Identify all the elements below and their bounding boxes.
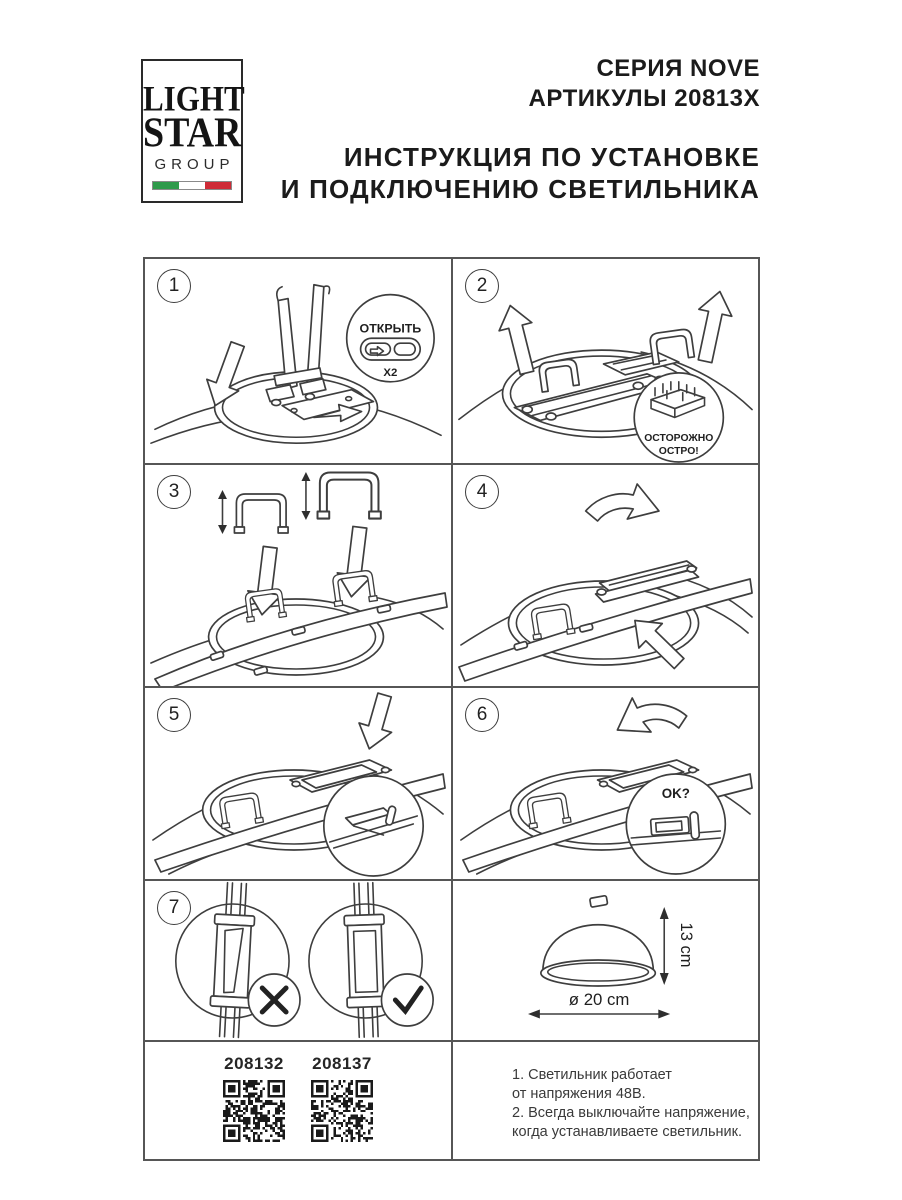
logo-word-star: STAR [143,109,242,157]
correct-alignment-example [309,883,433,1038]
logo-word-group: GROUP [154,156,235,173]
warning-line1: ОСТОРОЖНО [644,433,714,445]
step-3-illustration [145,465,451,686]
logo-word-light: LIGHT [143,78,245,119]
step-1-cell [145,259,453,465]
qr-code-right [311,1080,373,1142]
qr-block-left [223,1054,285,1142]
step-6-number: 6 [465,698,499,732]
step-4-illustration [453,465,758,686]
open-label: ОТКРЫТЬ [359,321,422,336]
step-5-cell [145,688,453,881]
safety-notes [512,1066,750,1142]
height-value: 13 cm [677,922,695,968]
up-arrow-icon [689,288,737,365]
instruction-grid [143,257,760,1161]
note-line: от напряжения 48В. [512,1086,646,1102]
step-4-cell [453,465,758,688]
wrong-alignment-example [176,883,300,1038]
times-label: X2 [383,366,398,379]
updown-arrow-icon [301,472,310,520]
qr-code-left [223,1080,285,1142]
clip-small [234,494,288,533]
step-2-cell [453,259,758,465]
step-2-illustration [453,259,758,463]
step-3-number: 3 [157,475,191,509]
step-7-number: 7 [157,891,191,925]
step-6-cell [453,688,758,881]
ok-label: OK? [661,785,690,802]
warning-line2: ОСТРО! [658,446,699,458]
dimensions-cell [453,881,758,1042]
flag-green-stripe [153,182,179,189]
diameter-dimension [528,990,670,1019]
step-4-number: 4 [465,475,499,509]
articles-title: АРТИКУЛЫ 20813X [528,85,760,112]
open-callout [347,295,434,382]
step-1-illustration [145,259,451,463]
down-arrow-icon [353,690,401,753]
updown-arrow-icon [218,490,227,534]
step-1-number: 1 [157,269,191,303]
series-title: СЕРИЯ NOVE [596,55,760,82]
note-line: 1. Светильник работает [512,1067,672,1083]
step-5-number: 5 [157,698,191,732]
clip-large [318,473,381,519]
instruction-title-line1: ИНСТРУКЦИЯ ПО УСТАНОВКЕ [343,142,760,172]
step-7-cell [145,881,453,1042]
curved-arrow-icon [586,484,659,521]
qr-codes-cell [145,1042,453,1159]
height-dimension [660,907,695,985]
curved-arrow-icon [617,698,686,732]
step-2-number: 2 [465,269,499,303]
instruction-title-line2: И ПОДКЛЮЧЕНИЮ СВЕТИЛЬНИКА [280,174,760,204]
ok-check-callout [626,774,725,874]
sharp-warning-callout [634,373,723,462]
lamp-dome [541,895,655,986]
header [200,54,760,205]
lamp-dimensions-drawing [453,881,758,1040]
note-line: 2. Всегда выключайте напряжение, [512,1105,750,1121]
notes-cell [453,1042,758,1159]
latch-detail-callout [324,776,423,876]
step-3-cell [145,465,453,688]
step-7-illustration [145,881,451,1040]
article-number-right: 208137 [312,1054,372,1073]
article-number-left: 208132 [224,1054,284,1073]
qr-block-right [311,1054,373,1142]
note-line: когда устанавливаете светильник. [512,1124,743,1140]
diameter-value: ø 20 cm [568,989,630,1010]
